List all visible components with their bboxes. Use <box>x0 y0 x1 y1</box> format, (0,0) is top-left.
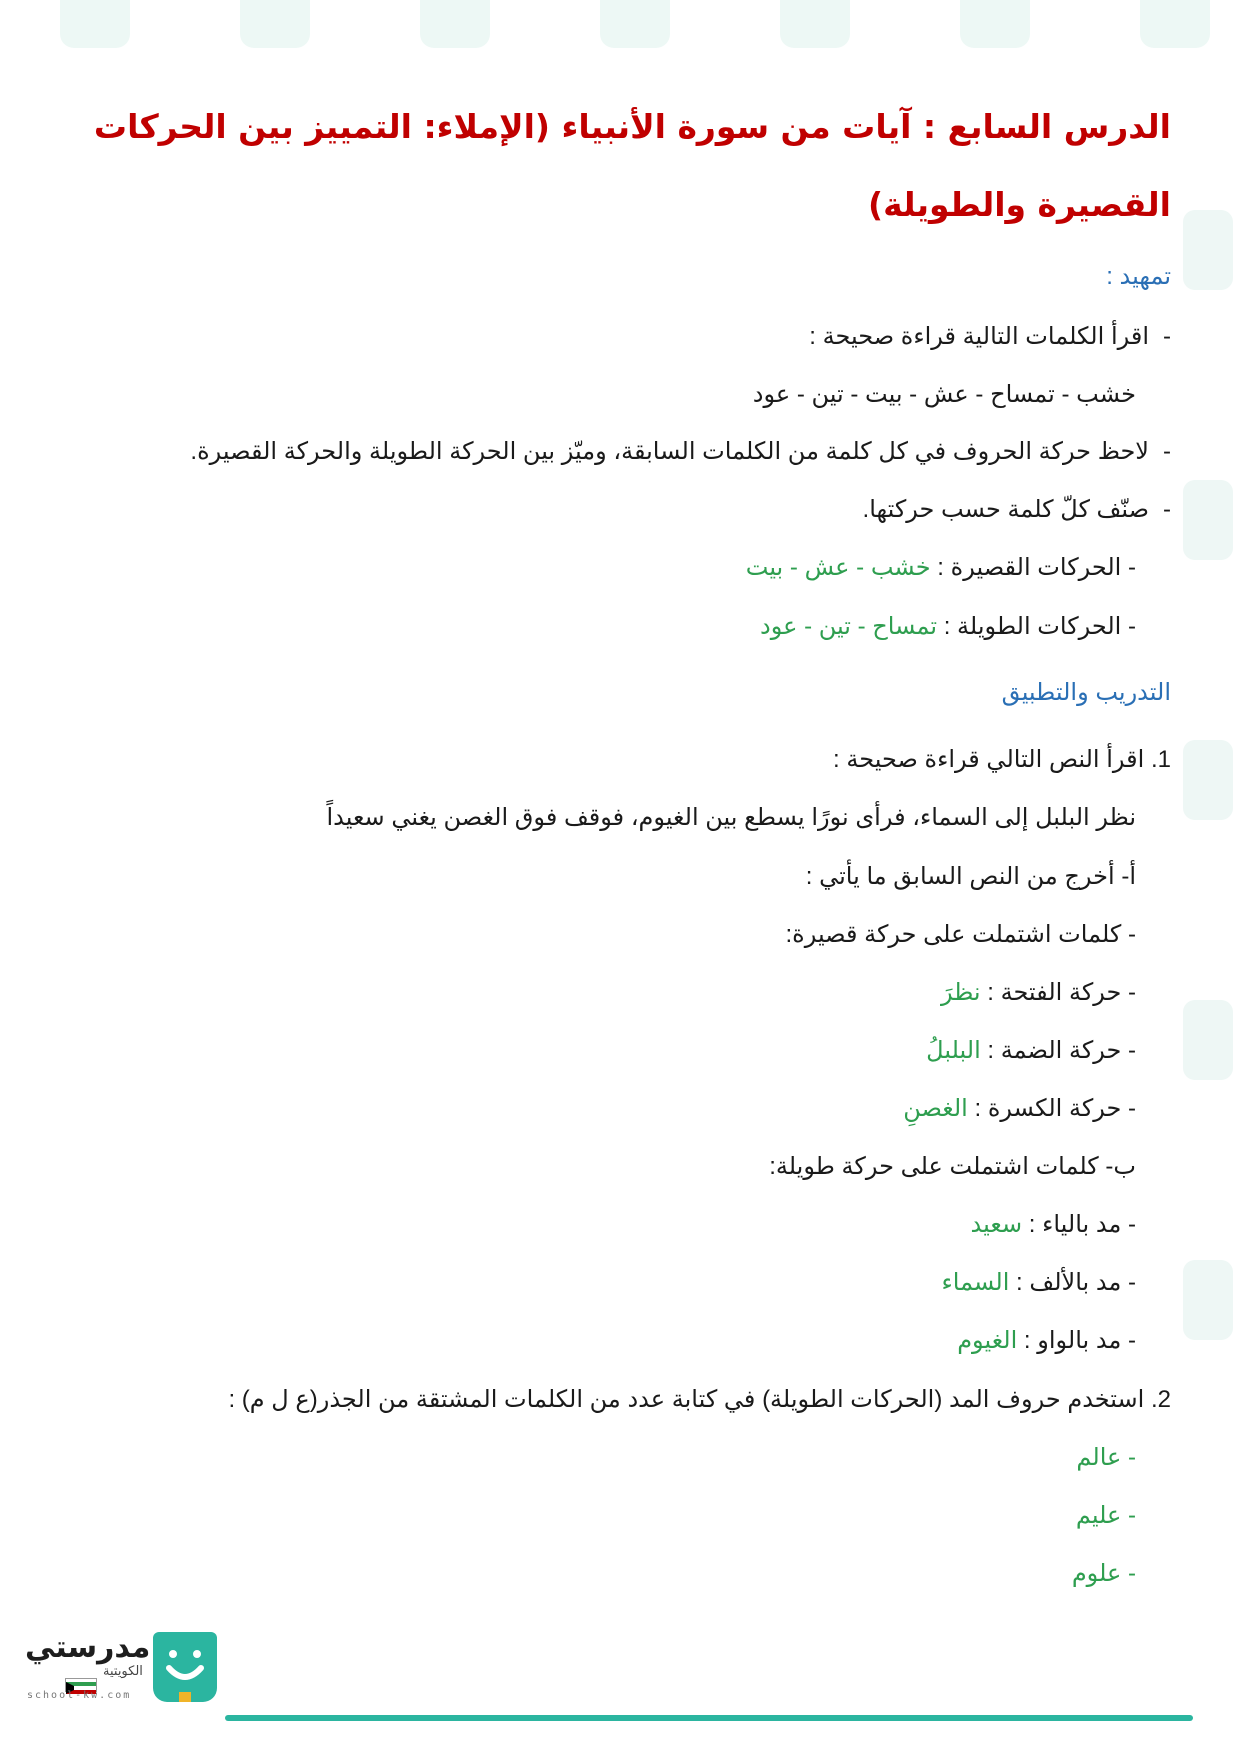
instruction-text: لاحظ حركة الحروف في كل كلمة من الكلمات السابقة، وميّز بين الحركة الطويلة والحركة القصيرة. <box>190 438 1149 465</box>
answer-item: - عالم <box>1076 1444 1136 1471</box>
question-2: 2. استخدم حروف المد (الحركات الطويلة) في كتابة عدد من الكلمات المشتقة من الجذر(ع ل م) : <box>228 1386 1171 1413</box>
answer-item: - علوم <box>1071 1560 1136 1587</box>
intro-instruction-2 <box>190 437 1171 466</box>
intro-heading: تمهيد : <box>1106 263 1171 290</box>
question-1: 1. اقرأ النص التالي قراءة صحيحة : <box>833 746 1171 773</box>
intro-instruction-1 <box>809 322 1171 351</box>
intro-instruction-3 <box>863 495 1171 524</box>
passage: نظر البلبل إلى السماء، فرأى نورًا يسطع بين الغيوم، فوقف فوق الغصن يغني سعيداً <box>326 804 1136 831</box>
instruction-text: صنّف كلّ كلمة حسب حركتها. <box>862 496 1149 523</box>
short-vowels-answer: خشب - عش - بيت <box>745 554 931 581</box>
kasra-label: - حركة الكسرة : <box>974 1095 1136 1122</box>
site-logo <box>25 1630 225 1740</box>
long-vowels-answer: تمساح - تين - عود <box>760 613 938 640</box>
waw-answer: الغيوم <box>957 1327 1018 1354</box>
fatha-label: - حركة الفتحة : <box>987 979 1136 1006</box>
instruction-text: اقرأ الكلمات التالية قراءة صحيحة : <box>809 323 1149 350</box>
logo-name: مدرستي <box>25 1630 151 1665</box>
footer-divider <box>225 1715 1193 1721</box>
long-vowels-line <box>760 612 1136 641</box>
damma-label: - حركة الضمة : <box>987 1037 1136 1064</box>
answer-item: - عليم <box>1075 1502 1136 1529</box>
alif-answer: السماء <box>941 1269 1010 1296</box>
part-b: ب- كلمات اشتملت على حركة طويلة: <box>769 1153 1136 1180</box>
waw-label: - مد بالواو : <box>1023 1327 1136 1354</box>
part-a: أ- أخرج من النص السابق ما يأتي : <box>805 863 1136 890</box>
bullet: - <box>1163 496 1171 523</box>
ya-answer: سعيد <box>970 1211 1023 1238</box>
short-words-heading: - كلمات اشتملت على حركة قصيرة: <box>785 921 1136 948</box>
bullet: - <box>1163 438 1171 465</box>
waw-line <box>957 1326 1136 1355</box>
bullet: - <box>1163 323 1171 350</box>
short-vowels-label: - الحركات القصيرة : <box>937 554 1136 581</box>
logo-badge-icon <box>153 1632 217 1702</box>
kasra-answer: الغصنِ <box>903 1095 968 1122</box>
damma-line <box>926 1036 1136 1065</box>
fatha-line <box>941 978 1136 1007</box>
long-vowels-label: - الحركات الطويلة : <box>943 613 1136 640</box>
logo-url: school-kw.com <box>27 1690 132 1701</box>
damma-answer: البلبلُ <box>926 1037 981 1064</box>
alif-label: - مد بالألف : <box>1016 1269 1136 1296</box>
ya-line <box>971 1210 1136 1239</box>
kasra-line <box>903 1094 1136 1123</box>
lesson-title: الدرس السابع : آيات من سورة الأنبياء (الإملاء: التمييز بين الحركات القصيرة والطويلة) <box>93 107 1171 224</box>
alif-line <box>942 1268 1137 1297</box>
logo-subtitle: الكويتية <box>103 1664 143 1679</box>
fatha-answer: نظرَ <box>940 979 981 1006</box>
ya-label: - مد بالياء : <box>1028 1211 1136 1238</box>
short-vowels-line <box>746 553 1136 582</box>
practice-heading: التدريب والتطبيق <box>1001 679 1171 706</box>
intro-words: خشب - تمساح - عش - بيت - تين - عود <box>752 381 1136 408</box>
